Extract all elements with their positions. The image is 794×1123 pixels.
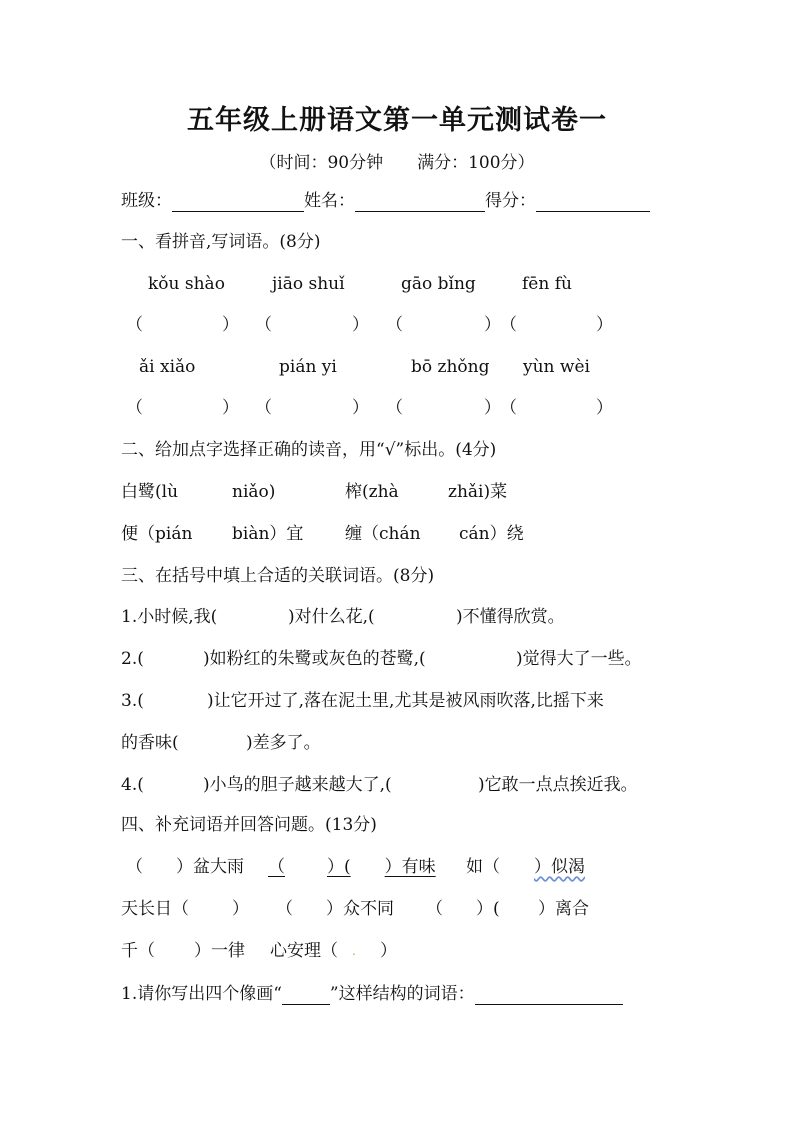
question-text: 的香味( [121, 733, 179, 753]
question-text: )不懂得欣赏。 [456, 607, 565, 627]
answer-paren-open: （ [126, 398, 143, 418]
question-text: 2.( [121, 649, 144, 669]
question-text: )让它开过了,落在泥土里,尤其是被风雨吹落,比摇下来 [207, 691, 604, 711]
structure-blank [282, 986, 330, 1005]
question-text: )小鸟的胆子越来越大了,( [203, 775, 392, 795]
pinyin-item: yùn wèi [523, 357, 590, 377]
question-text: ”这样结构的词语： [329, 984, 475, 1004]
section1-heading: 一、看拼音,写词语。(8分) [121, 232, 321, 252]
answer-paren-open: （ [386, 315, 403, 335]
idiom-text: ）盆大雨 [176, 857, 244, 877]
score-field[interactable] [536, 193, 650, 212]
answer-paren-open: （ [255, 398, 272, 418]
answer-paren-open: （ [126, 315, 143, 335]
idiom-text: （ [276, 899, 293, 919]
score-label: 得分： [485, 191, 536, 211]
idiom-text: ）( [476, 899, 500, 919]
pinyin-item: kǒu shào [148, 274, 225, 294]
pinyin-item: gāo bǐng [401, 274, 476, 294]
exam-subtitle [0, 148, 794, 173]
question-text: 1.小时候,我( [121, 607, 218, 627]
student-info-line [121, 190, 650, 212]
section2-heading: 二、给加点字选择正确的读音，用“√”标出。(4分) [121, 440, 497, 460]
idiom-text: ）似渴 [534, 857, 585, 877]
pinyin-item: bō zhǒng [411, 357, 490, 377]
idiom-text: ） [380, 941, 397, 961]
idiom-text: （ [268, 857, 285, 877]
idiom-text: 天长日（ [121, 899, 189, 919]
question-text: 4.( [121, 775, 144, 795]
reading-option[interactable]: 缠（chán [345, 524, 421, 544]
idiom-text: ）离合 [538, 899, 589, 919]
answer-paren-close: ） [352, 398, 369, 418]
idiom-text: （ [126, 857, 143, 877]
idiom-underlined [268, 856, 454, 878]
reading-option[interactable]: zhǎi)菜 [448, 482, 508, 502]
idiom-text: ）众不同 [326, 899, 394, 919]
answer-paren-open: （ [500, 315, 517, 335]
reading-option[interactable]: niǎo) [232, 482, 276, 502]
question-text: )它敢一点点挨近我。 [478, 775, 638, 795]
idiom-text: ）一律 [194, 941, 245, 961]
answer-paren-close: ） [484, 315, 501, 335]
idiom-text: ）( [327, 857, 351, 877]
time-info: （时间：90分钟 [259, 153, 384, 173]
reading-option[interactable]: biàn）宜 [232, 524, 304, 544]
answer-paren-close: ） [222, 398, 239, 418]
idiom-text: （ [426, 899, 443, 919]
idiom-text: ）有味 [384, 857, 436, 877]
page-title: 五年级上册语文第一单元测试卷一 [187, 105, 607, 136]
pinyin-item: fēn fù [522, 274, 572, 294]
answer-paren-close: ） [596, 315, 613, 335]
class-label: 班级： [121, 191, 172, 211]
answer-paren-close: ） [596, 398, 613, 418]
idiom-text: 如（ [466, 857, 500, 877]
dot-mark: . [352, 944, 356, 958]
question-text: )觉得大了一些。 [516, 649, 642, 669]
answer-paren-close: ） [222, 315, 239, 335]
class-field[interactable] [172, 193, 304, 212]
idiom-text: 心安理（ [270, 941, 338, 961]
question-line [121, 983, 623, 1005]
answer-paren-close: ） [352, 315, 369, 335]
answer-paren-open: （ [255, 315, 272, 335]
idiom-text: 千（ [121, 941, 155, 961]
reading-option[interactable]: 便（pián [121, 524, 193, 544]
answer-paren-close: ） [484, 398, 501, 418]
answer-paren-open: （ [386, 398, 403, 418]
reading-option[interactable]: 白鹭(lù [121, 482, 179, 502]
question-text: )对什么花,( [288, 607, 375, 627]
pinyin-item: ǎi xiǎo [139, 357, 196, 377]
question-text: )如粉红的朱鹭或灰色的苍鹭,( [203, 649, 426, 669]
reading-option[interactable]: cán）绕 [459, 524, 524, 544]
pinyin-item: pián yi [279, 357, 337, 377]
section4-heading: 四、补充词语并回答问题。(13分) [121, 815, 377, 835]
question-text: 1.请你写出四个像画“ [121, 984, 282, 1004]
pinyin-item: jiāo shuǐ [272, 274, 345, 294]
reading-option[interactable]: 榨(zhà [345, 482, 399, 502]
answer-field[interactable] [475, 986, 623, 1005]
answer-paren-open: （ [500, 398, 517, 418]
question-text: )差多了。 [246, 733, 321, 753]
name-field[interactable] [355, 193, 485, 212]
score-info: 满分：100分） [417, 153, 535, 173]
section3-heading: 三、在括号中填上合适的关联词语。(8分) [121, 566, 435, 586]
name-label: 姓名： [304, 191, 355, 211]
question-text: 3.( [121, 691, 144, 711]
idiom-text: ） [232, 899, 249, 919]
